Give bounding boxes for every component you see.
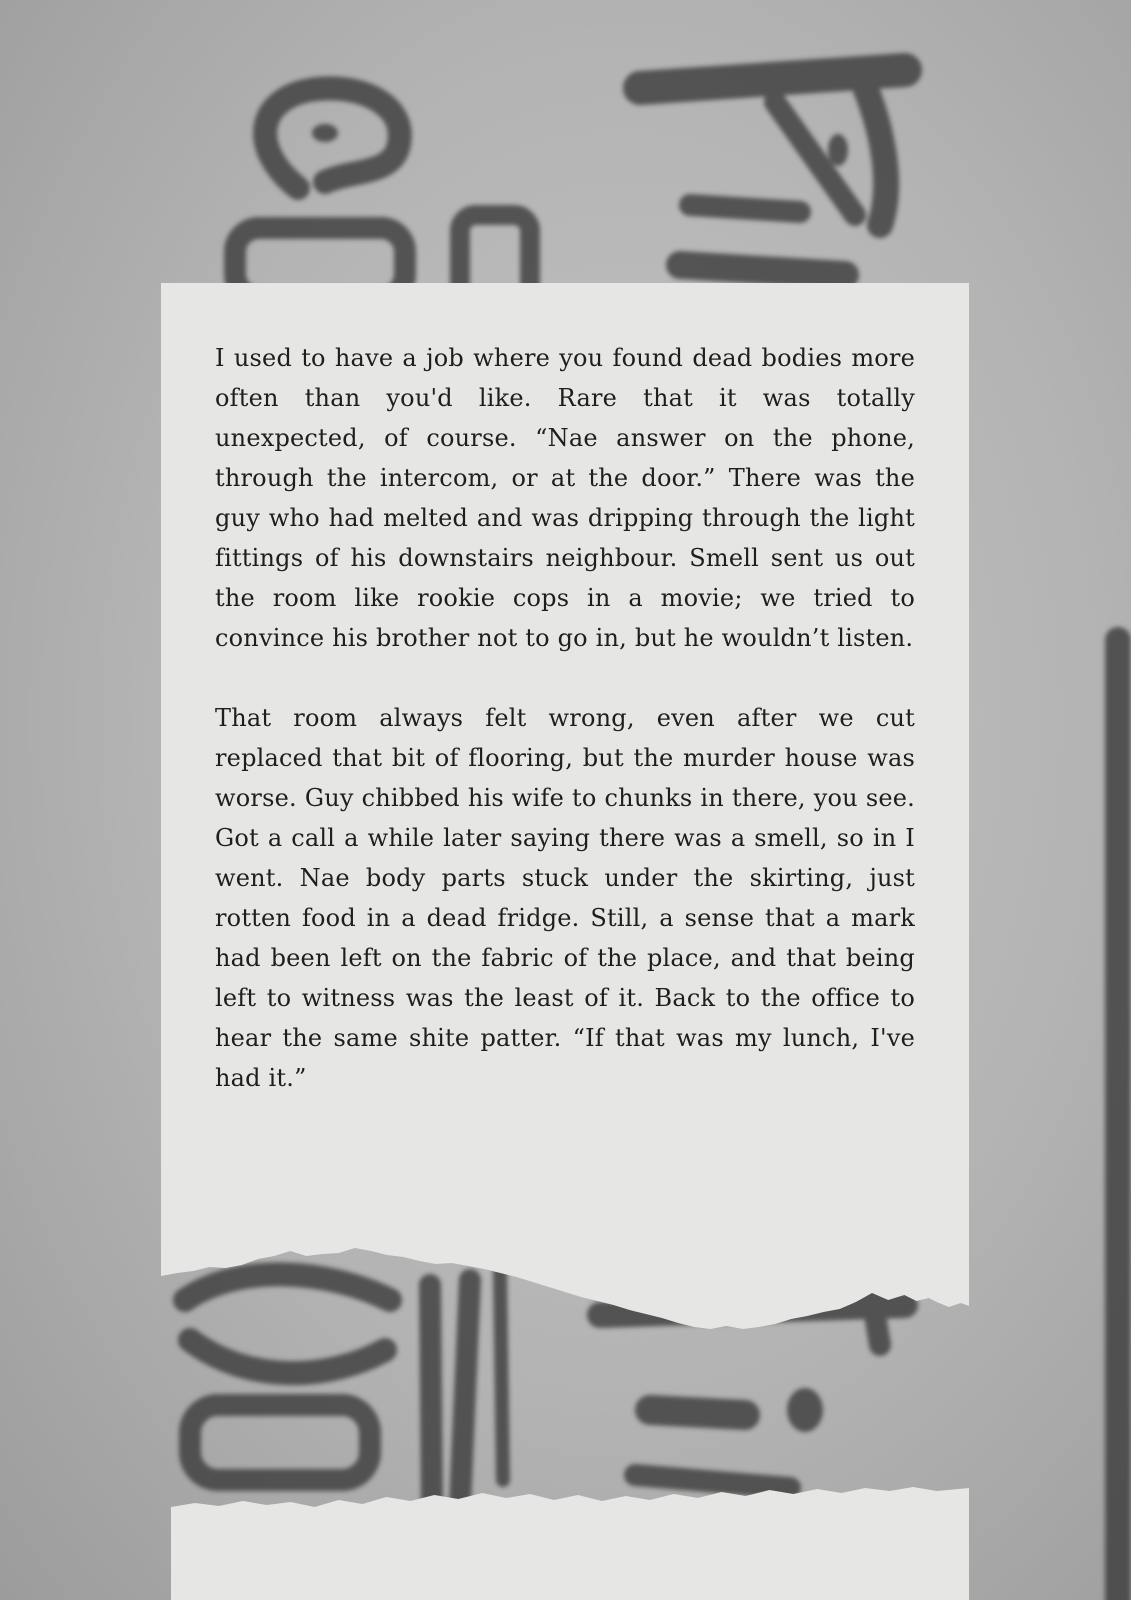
note-text (215, 338, 915, 1098)
torn-paper-strip (171, 1485, 969, 1600)
paragraph-2: That room always felt wrong, even after we cut replaced that bit of flooring, but the murder house was worse. Guy chibbed his wife to chunks in there, you see. Got a call a while later saying there was a smell, so in I went. Nae body parts stuck under the skirting, just rotten food in a dead fridge. Still, a sense that a mark had been left on the fabric of the place, and that being left to witness was the least of it. Back to the office to hear the same shite patter. “If that was my lunch, I've had it.” (215, 704, 915, 1092)
paragraph-1: I used to have a job where you found dead bodies more often than you'd like. Rare that it was totally unexpected, of course. “Nae answer on the phone, through the intercom, or at the door.” There was the guy who had melted and was dripping through the light fittings of his downstairs neighbour. Smell sent us out the room like rookie cops in a movie; we tried to convince his brother not to go in, but he wouldn’t listen. (215, 344, 915, 652)
